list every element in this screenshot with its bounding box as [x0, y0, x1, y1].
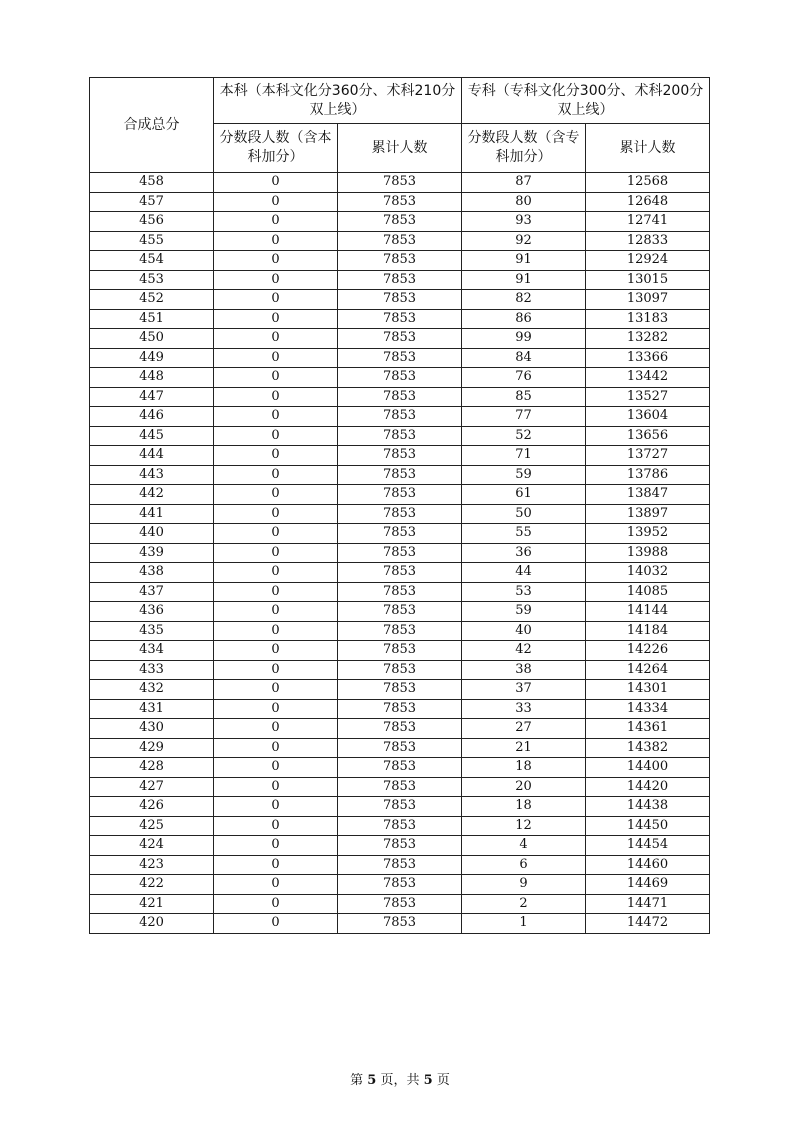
cell-undergrad-band: 0	[214, 270, 338, 290]
cell-junior-band: 36	[462, 543, 586, 563]
cell-undergrad-cumulative: 7853	[338, 563, 462, 583]
table-row	[90, 680, 710, 700]
cell-undergrad-cumulative: 7853	[338, 524, 462, 544]
cell-junior-cumulative: 13282	[586, 329, 710, 349]
cell-junior-cumulative: 13786	[586, 465, 710, 485]
cell-undergrad-cumulative: 7853	[338, 777, 462, 797]
cell-total-score: 453	[90, 270, 214, 290]
cell-junior-band: 76	[462, 368, 586, 388]
cell-undergrad-band: 0	[214, 816, 338, 836]
cell-total-score: 424	[90, 836, 214, 856]
cell-undergrad-cumulative: 7853	[338, 699, 462, 719]
header-junior-group: 专科（专科文化分300分、术科200分双上线）	[462, 78, 710, 124]
cell-junior-cumulative: 13727	[586, 446, 710, 466]
table-row	[90, 875, 710, 895]
table-row	[90, 797, 710, 817]
cell-undergrad-cumulative: 7853	[338, 582, 462, 602]
cell-undergrad-band: 0	[214, 641, 338, 661]
cell-junior-band: 82	[462, 290, 586, 310]
cell-junior-band: 92	[462, 231, 586, 251]
cell-undergrad-cumulative: 7853	[338, 914, 462, 934]
cell-total-score: 434	[90, 641, 214, 661]
cell-undergrad-cumulative: 7853	[338, 602, 462, 622]
table-row	[90, 699, 710, 719]
footer-total-pages: 5	[423, 1073, 433, 1088]
cell-junior-cumulative: 14301	[586, 680, 710, 700]
table-row	[90, 894, 710, 914]
cell-junior-band: 42	[462, 641, 586, 661]
cell-undergrad-band: 0	[214, 777, 338, 797]
cell-total-score: 455	[90, 231, 214, 251]
cell-total-score: 426	[90, 797, 214, 817]
table-row	[90, 465, 710, 485]
cell-total-score: 442	[90, 485, 214, 505]
cell-undergrad-cumulative: 7853	[338, 621, 462, 641]
cell-total-score: 449	[90, 348, 214, 368]
header-undergrad-band: 分数段人数（含本科加分）	[214, 124, 338, 173]
cell-junior-band: 38	[462, 660, 586, 680]
cell-undergrad-band: 0	[214, 504, 338, 524]
cell-undergrad-band: 0	[214, 485, 338, 505]
score-distribution-table	[89, 77, 710, 934]
table-row	[90, 758, 710, 778]
header-undergrad-cumulative: 累计人数	[338, 124, 462, 173]
table-body	[90, 173, 710, 934]
cell-junior-cumulative: 14438	[586, 797, 710, 817]
cell-junior-band: 84	[462, 348, 586, 368]
cell-junior-cumulative: 14382	[586, 738, 710, 758]
cell-undergrad-band: 0	[214, 173, 338, 193]
table-row	[90, 348, 710, 368]
cell-junior-band: 1	[462, 914, 586, 934]
cell-junior-cumulative: 14471	[586, 894, 710, 914]
cell-undergrad-cumulative: 7853	[338, 875, 462, 895]
cell-junior-band: 53	[462, 582, 586, 602]
table-row	[90, 621, 710, 641]
cell-undergrad-band: 0	[214, 387, 338, 407]
cell-total-score: 438	[90, 563, 214, 583]
cell-undergrad-cumulative: 7853	[338, 231, 462, 251]
cell-total-score: 448	[90, 368, 214, 388]
cell-junior-band: 50	[462, 504, 586, 524]
table-row	[90, 914, 710, 934]
cell-undergrad-cumulative: 7853	[338, 485, 462, 505]
cell-total-score: 445	[90, 426, 214, 446]
cell-total-score: 452	[90, 290, 214, 310]
cell-junior-cumulative: 14400	[586, 758, 710, 778]
cell-undergrad-band: 0	[214, 348, 338, 368]
cell-junior-cumulative: 13015	[586, 270, 710, 290]
cell-junior-cumulative: 13366	[586, 348, 710, 368]
table-row	[90, 855, 710, 875]
cell-total-score: 456	[90, 212, 214, 232]
cell-junior-cumulative: 14334	[586, 699, 710, 719]
cell-undergrad-band: 0	[214, 875, 338, 895]
cell-total-score: 421	[90, 894, 214, 914]
cell-total-score: 435	[90, 621, 214, 641]
cell-junior-cumulative: 14264	[586, 660, 710, 680]
cell-junior-band: 21	[462, 738, 586, 758]
cell-undergrad-cumulative: 7853	[338, 797, 462, 817]
cell-junior-band: 59	[462, 602, 586, 622]
cell-junior-cumulative: 14450	[586, 816, 710, 836]
cell-undergrad-band: 0	[214, 309, 338, 329]
cell-total-score: 428	[90, 758, 214, 778]
cell-undergrad-cumulative: 7853	[338, 465, 462, 485]
cell-undergrad-band: 0	[214, 329, 338, 349]
cell-total-score: 444	[90, 446, 214, 466]
cell-total-score: 441	[90, 504, 214, 524]
cell-total-score: 433	[90, 660, 214, 680]
cell-undergrad-cumulative: 7853	[338, 407, 462, 427]
cell-undergrad-band: 0	[214, 192, 338, 212]
table-row	[90, 602, 710, 622]
cell-undergrad-band: 0	[214, 212, 338, 232]
cell-junior-band: 27	[462, 719, 586, 739]
cell-total-score: 432	[90, 680, 214, 700]
header-total-score: 合成总分	[90, 78, 214, 173]
cell-junior-band: 52	[462, 426, 586, 446]
cell-undergrad-band: 0	[214, 290, 338, 310]
cell-total-score: 440	[90, 524, 214, 544]
cell-undergrad-cumulative: 7853	[338, 270, 462, 290]
table-row	[90, 290, 710, 310]
cell-total-score: 423	[90, 855, 214, 875]
cell-junior-band: 99	[462, 329, 586, 349]
cell-total-score: 451	[90, 309, 214, 329]
cell-undergrad-band: 0	[214, 738, 338, 758]
cell-total-score: 422	[90, 875, 214, 895]
cell-total-score: 439	[90, 543, 214, 563]
cell-total-score: 430	[90, 719, 214, 739]
cell-junior-cumulative: 13952	[586, 524, 710, 544]
cell-undergrad-cumulative: 7853	[338, 329, 462, 349]
cell-undergrad-band: 0	[214, 797, 338, 817]
cell-junior-band: 18	[462, 797, 586, 817]
footer-page-number: 5	[367, 1073, 377, 1088]
cell-junior-cumulative: 14032	[586, 563, 710, 583]
table-row	[90, 231, 710, 251]
footer-middle: 页，共	[380, 1073, 420, 1088]
cell-junior-band: 6	[462, 855, 586, 875]
cell-total-score: 458	[90, 173, 214, 193]
table-row	[90, 368, 710, 388]
cell-junior-cumulative: 14454	[586, 836, 710, 856]
page-footer	[0, 1069, 800, 1088]
table-row	[90, 563, 710, 583]
cell-junior-band: 40	[462, 621, 586, 641]
cell-undergrad-cumulative: 7853	[338, 173, 462, 193]
cell-undergrad-band: 0	[214, 680, 338, 700]
cell-undergrad-band: 0	[214, 894, 338, 914]
cell-undergrad-cumulative: 7853	[338, 504, 462, 524]
cell-junior-band: 91	[462, 270, 586, 290]
cell-junior-band: 77	[462, 407, 586, 427]
cell-junior-cumulative: 13847	[586, 485, 710, 505]
cell-junior-band: 33	[462, 699, 586, 719]
cell-junior-cumulative: 14361	[586, 719, 710, 739]
table-row	[90, 719, 710, 739]
cell-junior-band: 80	[462, 192, 586, 212]
table-row	[90, 426, 710, 446]
cell-undergrad-cumulative: 7853	[338, 738, 462, 758]
cell-undergrad-cumulative: 7853	[338, 641, 462, 661]
cell-junior-band: 61	[462, 485, 586, 505]
cell-undergrad-cumulative: 7853	[338, 543, 462, 563]
cell-junior-band: 87	[462, 173, 586, 193]
cell-undergrad-cumulative: 7853	[338, 660, 462, 680]
cell-undergrad-cumulative: 7853	[338, 251, 462, 271]
header-junior-band: 分数段人数（含专科加分）	[462, 124, 586, 173]
table-row	[90, 543, 710, 563]
cell-junior-band: 85	[462, 387, 586, 407]
cell-junior-cumulative: 14226	[586, 641, 710, 661]
header-junior-cumulative: 累计人数	[586, 124, 710, 173]
cell-junior-band: 37	[462, 680, 586, 700]
cell-junior-cumulative: 12568	[586, 173, 710, 193]
cell-undergrad-band: 0	[214, 446, 338, 466]
cell-total-score: 446	[90, 407, 214, 427]
cell-junior-band: 4	[462, 836, 586, 856]
cell-undergrad-cumulative: 7853	[338, 212, 462, 232]
cell-undergrad-cumulative: 7853	[338, 446, 462, 466]
cell-junior-band: 91	[462, 251, 586, 271]
cell-undergrad-cumulative: 7853	[338, 309, 462, 329]
table-row	[90, 660, 710, 680]
cell-total-score: 427	[90, 777, 214, 797]
cell-total-score: 420	[90, 914, 214, 934]
cell-undergrad-band: 0	[214, 719, 338, 739]
cell-junior-band: 2	[462, 894, 586, 914]
table-row	[90, 446, 710, 466]
table-row	[90, 738, 710, 758]
table-row	[90, 309, 710, 329]
cell-undergrad-band: 0	[214, 407, 338, 427]
cell-junior-band: 55	[462, 524, 586, 544]
cell-junior-cumulative: 14184	[586, 621, 710, 641]
cell-undergrad-cumulative: 7853	[338, 758, 462, 778]
footer-suffix: 页	[436, 1073, 450, 1088]
cell-junior-band: 20	[462, 777, 586, 797]
table-row	[90, 173, 710, 193]
table-row	[90, 504, 710, 524]
cell-undergrad-band: 0	[214, 855, 338, 875]
cell-undergrad-band: 0	[214, 582, 338, 602]
cell-junior-cumulative: 14144	[586, 602, 710, 622]
table-row	[90, 192, 710, 212]
cell-junior-cumulative: 14472	[586, 914, 710, 934]
cell-junior-band: 59	[462, 465, 586, 485]
cell-total-score: 450	[90, 329, 214, 349]
cell-junior-band: 71	[462, 446, 586, 466]
cell-total-score: 429	[90, 738, 214, 758]
cell-total-score: 436	[90, 602, 214, 622]
cell-undergrad-band: 0	[214, 758, 338, 778]
cell-junior-cumulative: 13097	[586, 290, 710, 310]
cell-undergrad-cumulative: 7853	[338, 855, 462, 875]
cell-undergrad-band: 0	[214, 426, 338, 446]
cell-junior-cumulative: 13656	[586, 426, 710, 446]
cell-undergrad-cumulative: 7853	[338, 719, 462, 739]
cell-junior-cumulative: 14420	[586, 777, 710, 797]
table-row	[90, 387, 710, 407]
cell-junior-band: 93	[462, 212, 586, 232]
cell-junior-band: 86	[462, 309, 586, 329]
cell-undergrad-band: 0	[214, 465, 338, 485]
cell-undergrad-band: 0	[214, 368, 338, 388]
cell-junior-cumulative: 13988	[586, 543, 710, 563]
cell-undergrad-cumulative: 7853	[338, 836, 462, 856]
cell-undergrad-cumulative: 7853	[338, 192, 462, 212]
footer-prefix: 第	[350, 1073, 364, 1088]
cell-junior-cumulative: 14085	[586, 582, 710, 602]
cell-undergrad-band: 0	[214, 621, 338, 641]
table-row	[90, 582, 710, 602]
table-row	[90, 251, 710, 271]
table-row	[90, 816, 710, 836]
cell-junior-cumulative: 13897	[586, 504, 710, 524]
cell-undergrad-cumulative: 7853	[338, 426, 462, 446]
cell-total-score: 437	[90, 582, 214, 602]
cell-undergrad-band: 0	[214, 231, 338, 251]
cell-junior-cumulative: 13527	[586, 387, 710, 407]
cell-junior-cumulative: 14460	[586, 855, 710, 875]
table-row	[90, 777, 710, 797]
table-row	[90, 270, 710, 290]
table-row	[90, 407, 710, 427]
cell-undergrad-band: 0	[214, 699, 338, 719]
cell-undergrad-cumulative: 7853	[338, 290, 462, 310]
cell-junior-band: 18	[462, 758, 586, 778]
cell-undergrad-band: 0	[214, 914, 338, 934]
cell-undergrad-band: 0	[214, 602, 338, 622]
cell-total-score: 425	[90, 816, 214, 836]
cell-total-score: 447	[90, 387, 214, 407]
cell-undergrad-cumulative: 7853	[338, 680, 462, 700]
header-undergrad-group: 本科（本科文化分360分、术科210分双上线）	[214, 78, 462, 124]
cell-junior-band: 9	[462, 875, 586, 895]
cell-junior-cumulative: 12741	[586, 212, 710, 232]
cell-undergrad-cumulative: 7853	[338, 348, 462, 368]
cell-junior-band: 44	[462, 563, 586, 583]
cell-undergrad-band: 0	[214, 251, 338, 271]
cell-total-score: 454	[90, 251, 214, 271]
cell-junior-band: 12	[462, 816, 586, 836]
cell-undergrad-band: 0	[214, 563, 338, 583]
cell-undergrad-band: 0	[214, 660, 338, 680]
cell-junior-cumulative: 13604	[586, 407, 710, 427]
table-row	[90, 524, 710, 544]
cell-junior-cumulative: 12924	[586, 251, 710, 271]
cell-junior-cumulative: 13183	[586, 309, 710, 329]
cell-undergrad-band: 0	[214, 836, 338, 856]
cell-undergrad-cumulative: 7853	[338, 894, 462, 914]
table-row	[90, 641, 710, 661]
table-row	[90, 485, 710, 505]
cell-total-score: 431	[90, 699, 214, 719]
cell-junior-cumulative: 12833	[586, 231, 710, 251]
cell-total-score: 443	[90, 465, 214, 485]
table-row	[90, 836, 710, 856]
cell-undergrad-cumulative: 7853	[338, 816, 462, 836]
cell-junior-cumulative: 14469	[586, 875, 710, 895]
table-row	[90, 212, 710, 232]
cell-junior-cumulative: 13442	[586, 368, 710, 388]
cell-undergrad-cumulative: 7853	[338, 368, 462, 388]
cell-undergrad-band: 0	[214, 543, 338, 563]
cell-total-score: 457	[90, 192, 214, 212]
table-row	[90, 329, 710, 349]
cell-undergrad-band: 0	[214, 524, 338, 544]
cell-undergrad-cumulative: 7853	[338, 387, 462, 407]
cell-junior-cumulative: 12648	[586, 192, 710, 212]
